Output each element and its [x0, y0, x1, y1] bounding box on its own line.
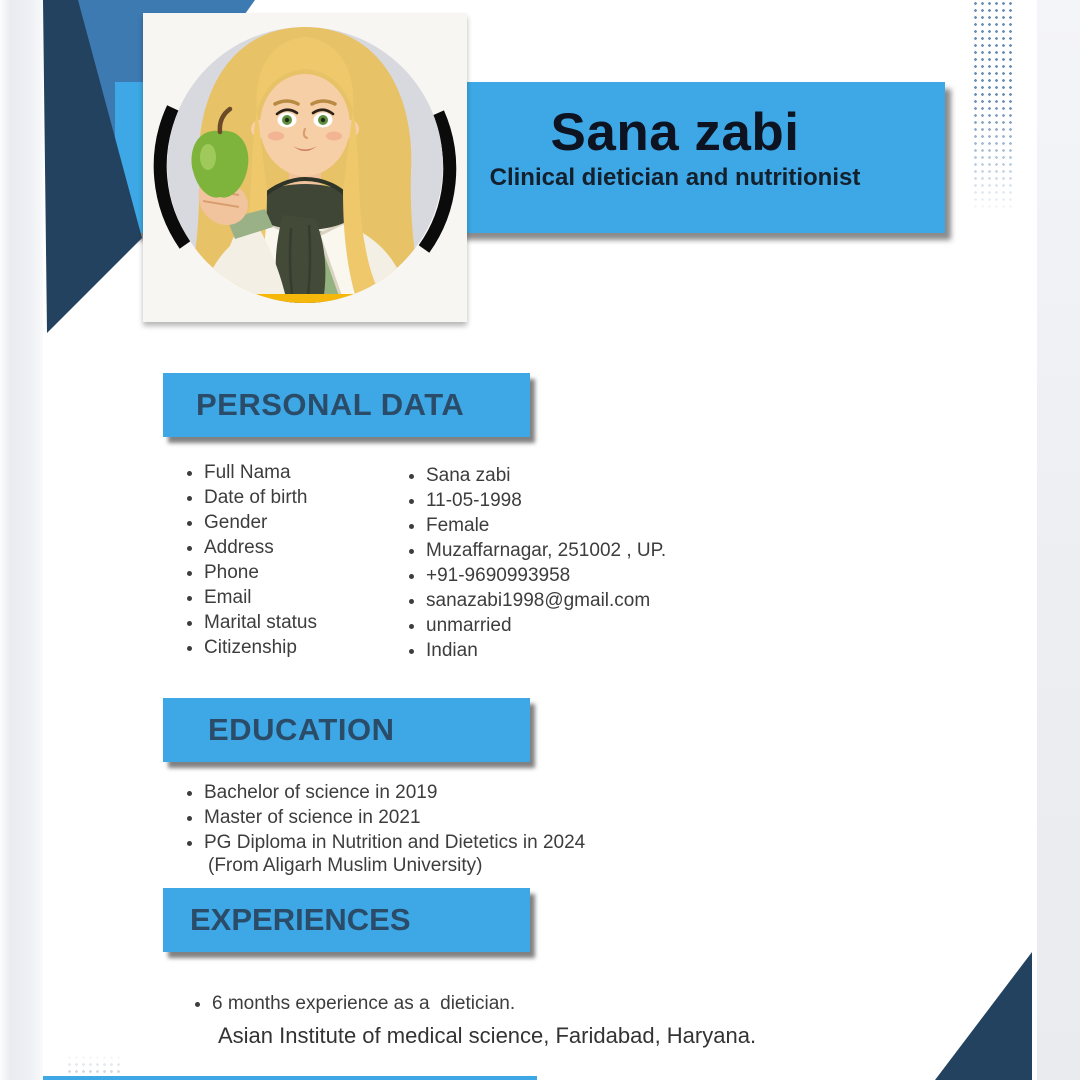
bottom-accent-bar: [43, 1076, 537, 1080]
personal-data-label: • Address: [204, 535, 414, 560]
section-header-experiences: [163, 888, 530, 952]
personal-data-label: • Date of birth: [204, 485, 414, 510]
right-margin-strip: [1037, 0, 1080, 1080]
section-header-personal-data: [163, 373, 530, 437]
personal-data-labels: [188, 460, 414, 660]
avatar-illustration: [143, 13, 467, 322]
personal-data-label: • Marital status: [204, 610, 414, 635]
personal-data-value: • +91-9690993958: [426, 563, 756, 588]
personal-data-value: • Indian: [426, 638, 756, 663]
education-list: [188, 780, 684, 855]
personal-data-label: • Email: [204, 585, 414, 610]
personal-data-value: • Female: [426, 513, 756, 538]
name-banner-text: [405, 102, 945, 192]
section-title-experiences: EXPERIENCES: [190, 902, 411, 937]
experience-note: Asian Institute of medical science, Faridabad, Haryana.: [218, 1023, 757, 1048]
person-name: Sana zabi: [550, 103, 800, 162]
left-margin-strip: [0, 0, 43, 1080]
personal-data-value: • unmarried: [426, 613, 756, 638]
education-item: • Bachelor of science in 2019: [204, 780, 684, 805]
personal-data-value: • Muzaffarnagar, 251002 , UP.: [426, 538, 756, 563]
personal-data-value: • Sana zabi: [426, 463, 756, 488]
education-note: (From Aligarh Muslim University): [208, 855, 483, 876]
personal-data-label: • Phone: [204, 560, 414, 585]
personal-data-label: • Citizenship: [204, 635, 414, 660]
personal-data-values: [410, 463, 756, 663]
section-title-personal-data: PERSONAL DATA: [196, 387, 465, 422]
education-item: • Master of science in 2021: [204, 805, 684, 830]
education-item: • PG Diploma in Nutrition and Dietetics in 2024: [204, 830, 684, 855]
section-title-education: EDUCATION: [208, 712, 395, 747]
photo-watermark-band: [167, 294, 443, 322]
personal-data-value: • 11-05-1998: [426, 488, 756, 513]
personal-data-label: • Gender: [204, 510, 414, 535]
section-header-education: [163, 698, 530, 762]
personal-data-label: • Full Nama: [204, 460, 414, 485]
experience-item: • 6 months experience as a dietician.: [212, 991, 832, 1016]
person-job-title: Clinical dietician and nutritionist: [489, 164, 861, 191]
halftone-dots-top-right: [972, 0, 1012, 215]
profile-photo: [143, 13, 467, 322]
experience-list: [196, 991, 832, 1016]
personal-data-value: • sanazabi1998@gmail.com: [426, 588, 756, 613]
